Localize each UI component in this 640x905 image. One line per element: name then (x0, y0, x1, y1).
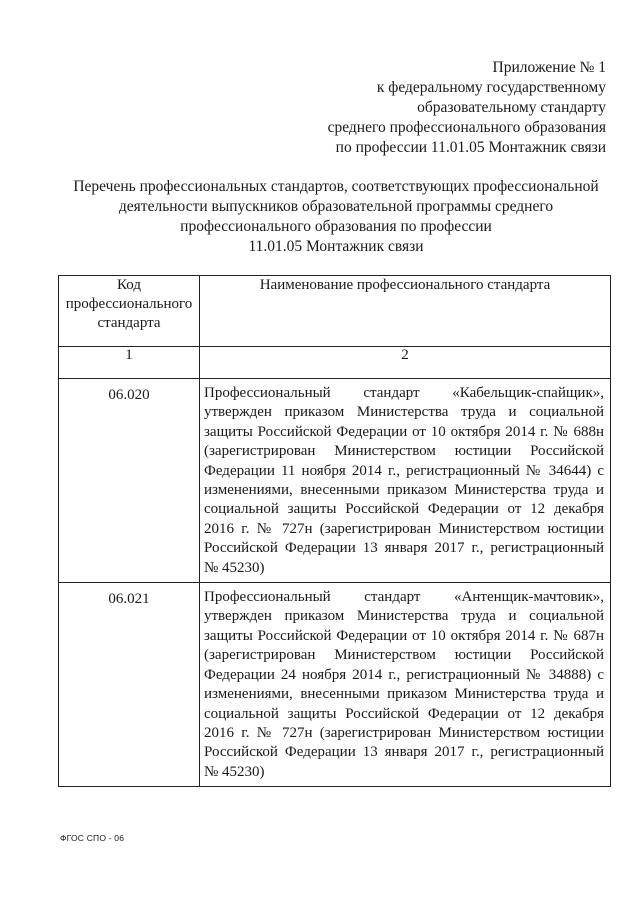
description-line: (зарегистрирован Министерством юстиции Российской (204, 647, 604, 664)
standard-code: 06.021 (59, 583, 200, 787)
appendix-line: Приложение № 1 (492, 59, 606, 76)
description-line: Российской Федерации 13 января 2017 г., регистрационный (204, 540, 604, 557)
description-line: социальной защиты Российской Федерации от 12 декабря (204, 501, 604, 518)
title-line: Перечень профессиональных стандартов, соответствующих профессиональной (73, 178, 599, 195)
description-line: утвержден приказом Министерства труда и социальной (204, 404, 604, 421)
header-name-cell: Наименование профессионального стандарта (200, 276, 611, 347)
column-number-row (59, 347, 611, 379)
table-header-row (59, 276, 611, 347)
description-line: 2016 г. № 727н (зарегистрирован Министерством юстиции (204, 520, 604, 537)
page-footer: ФГОС СПО - 06 (60, 833, 125, 843)
description-line: социальной защиты Российской Федерации от 12 декабря (204, 705, 604, 722)
description-line: Профессиональный стандарт «Кабельщик-спайщик», (204, 385, 604, 401)
appendix-line: среднего профессионального образования (327, 119, 606, 136)
header-code-line: профессионального (65, 296, 193, 312)
description-line: Федерации 11 ноября 2014 г., регистрационный № 34644) с (204, 462, 604, 479)
description-line: № 45230) (204, 559, 265, 576)
standard-code: 06.020 (59, 379, 200, 583)
description-line: 2016 г. № 727н (зарегистрирован Министерством юстиции (204, 724, 604, 741)
description-line: Профессиональный стандарт «Антенщик-мачтовик», (204, 589, 604, 606)
table-row (59, 379, 611, 583)
standard-description (200, 379, 611, 583)
description-line: защиты Российской Федерации от 10 октября 2014 г. № 688н (204, 423, 604, 440)
description-line: изменениями, внесенными приказом Министерства труда и (204, 686, 604, 703)
standard-description (200, 583, 611, 787)
appendix-line: образовательному стандарту (417, 99, 606, 116)
column-number: 2 (200, 347, 611, 379)
header-code-line: стандарта (97, 315, 161, 331)
description-line: утвержден приказом Министерства труда и социальной (204, 608, 604, 625)
description-line: защиты Российской Федерации от 10 октября 2014 г. № 687н (204, 627, 604, 644)
appendix-line: к федеральному государственному (376, 79, 606, 96)
appendix-block (328, 58, 606, 158)
column-number: 1 (59, 347, 200, 379)
description-line: изменениями, внесенными приказом Министерства труда и (204, 482, 604, 499)
appendix-line: по профессии 11.01.05 Монтажник связи (335, 139, 606, 156)
document-title (40, 177, 632, 257)
title-line: 11.01.05 Монтажник связи (248, 238, 424, 255)
title-line: деятельности выпускников образовательной программы среднего (118, 198, 554, 215)
description-line: № 45230) (204, 763, 265, 780)
header-code-line: Код (117, 277, 141, 293)
standards-table (58, 275, 611, 787)
title-line: профессионального образования по профессии (180, 218, 492, 235)
description-line: Российской Федерации 13 января 2017 г., регистрационный (204, 744, 604, 761)
description-line: Федерации 24 ноября 2014 г., регистрационный № 34888) с (204, 666, 604, 683)
table-row (59, 583, 611, 787)
header-code-cell (59, 276, 200, 347)
description-line: (зарегистрирован Министерством юстиции Российской (204, 443, 604, 460)
